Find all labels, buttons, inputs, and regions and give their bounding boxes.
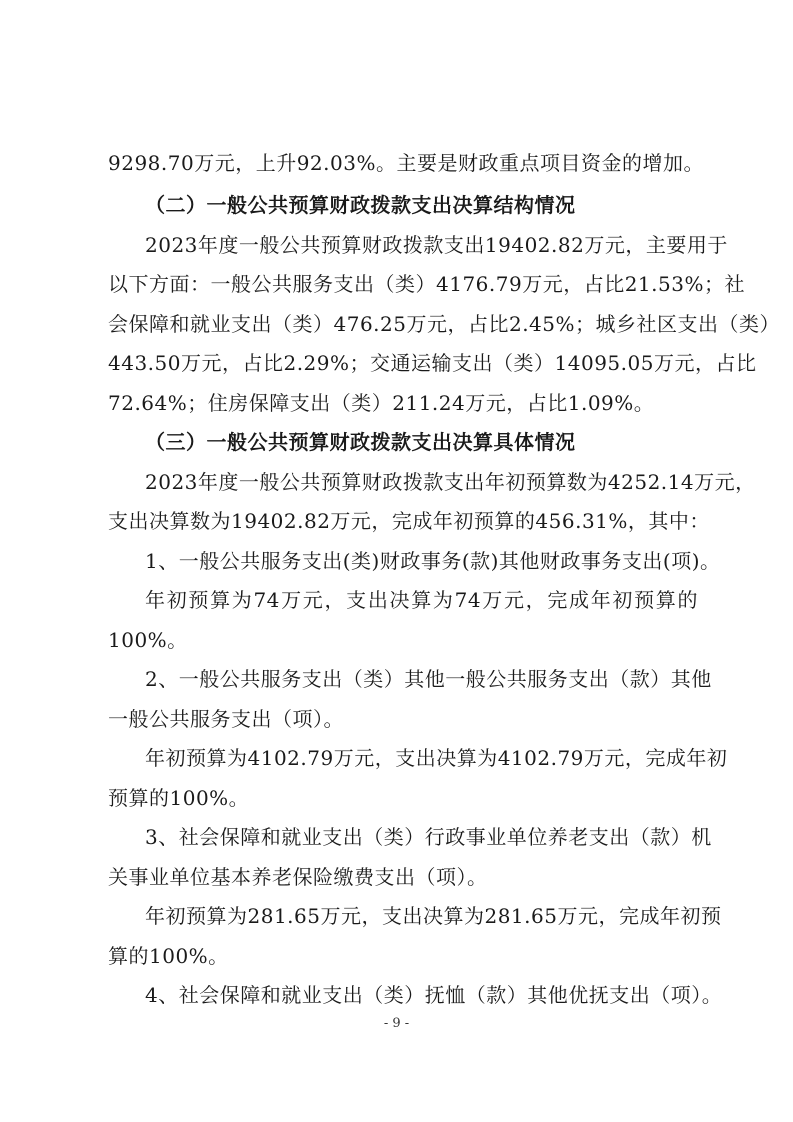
item-heading-3: 3、社会保障和就业支出（类）行政事业单位养老支出（款）机 [145,825,712,849]
paragraph-line: 2023年度一般公共预算财政拨款支出年初预算数为4252.14万元， [145,470,756,494]
page-number: - 9 - [383,1016,410,1031]
item-heading-1: 1、一般公共服务支出(类)财政事务(款)其他财政事务支出(项)。 [145,549,721,573]
section-heading-3: （三）一般公共预算财政拨款支出决算具体情况 [145,430,576,454]
paragraph-line: 年初预算为281.65万元，支出决算为281.65万元，完成年初预 [145,904,722,928]
paragraph-line: 以下方面：一般公共服务支出（类）4176.79万元，占比21.53%；社 [108,272,745,296]
paragraph-line: 一般公共服务支出（项）。 [108,707,344,731]
paragraph-line: 支出决算数为19402.82万元，完成年初预算的456.31%，其中： [108,509,710,533]
item-heading-2: 2、一般公共服务支出（类）其他一般公共服务支出（款）其他 [145,667,712,691]
paragraph-line: 443.50万元，占比2.29%；交通运输支出（类）14095.05万元，占比 [108,351,757,375]
paragraph-line: 2023年度一般公共预算财政拨款支出19402.82万元，主要用于 [145,233,728,257]
paragraph-line: 年初预算为4102.79万元，支出决算为4102.79万元，完成年初 [145,746,728,770]
paragraph-line: 算的100%。 [108,944,229,968]
paragraph-line: 9298.70万元，上升92.03%。主要是财政重点项目资金的增加。 [108,151,704,175]
section-heading-2: （二）一般公共预算财政拨款支出决算结构情况 [145,193,576,217]
paragraph-line: 100%。 [108,628,188,652]
paragraph-line: 会保障和就业支出（类）476.25万元，占比2.45%；城乡社区支出（类） [108,312,781,336]
paragraph-line: 预算的100%。 [108,786,250,810]
item-heading-4: 4、社会保障和就业支出（类）抚恤（款）其他优抚支出（项）。 [145,983,723,1007]
paragraph-line: 关事业单位基本养老保险缴费支出（项）。 [108,865,488,889]
paragraph-line: 年初预算为74万元，支出决算为74万元，完成年初预算的 [145,588,698,612]
paragraph-line: 72.64%；住房保障支出（类）211.24万元，占比1.09%。 [108,391,655,415]
